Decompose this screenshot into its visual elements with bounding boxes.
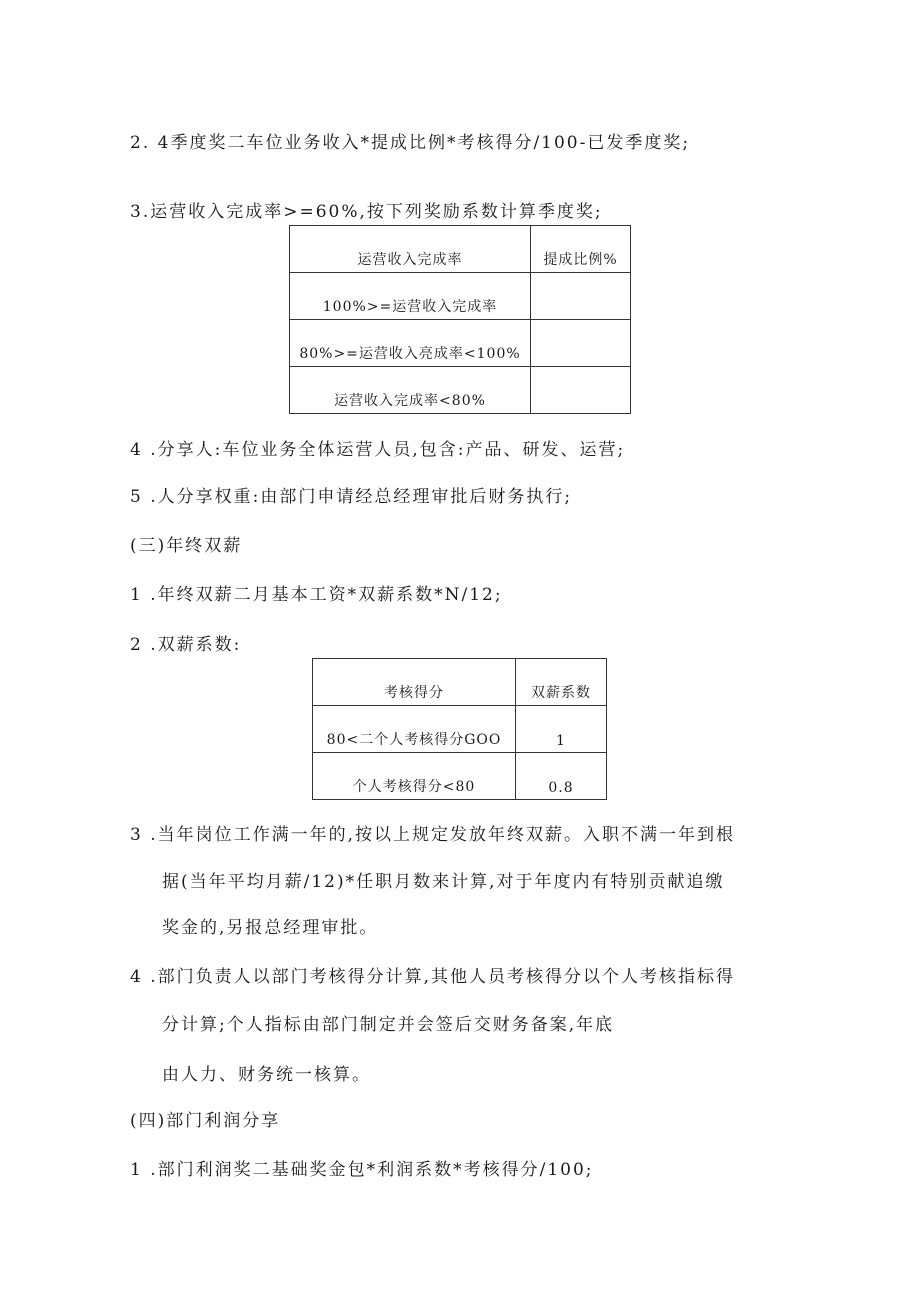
table-header-cell: 提成比例% [531,226,631,273]
section-heading: (三)年终双薪 [130,536,243,556]
text-line: 分计算;个人指标由部门制定并会签后交财务备案,年底 [162,1015,615,1035]
table-cell: 0.8 [516,753,607,800]
table-cell: 80%>=运营收入亮成率<100% [290,320,531,367]
text-line: 2. 4季度奖二车位业务收入*提成比例*考核得分/100-已发季度奖; [130,133,691,153]
table-cell: 80<二个人考核得分GOO [313,706,516,753]
text-line: 据(当年平均月薪/12)*任职月数来计算,对于年度内有特别贡献追缴 [162,872,725,892]
table-cell [531,273,631,320]
table-cell: 100%>=运营收入完成率 [290,273,531,320]
double-salary-table [312,658,607,800]
table-cell: 个人考核得分<80 [313,753,516,800]
text-line: 奖金的,另报总经理审批。 [162,918,379,938]
section-heading: (四)部门利润分享 [130,1111,281,1131]
text-line: 1 .部门利润奖二基础奖金包*利润系数*考核得分/100; [130,1160,594,1180]
text-line: 1 .年终双薪二月基本工资*双薪系数*N/12; [130,585,503,605]
table-header-cell: 考核得分 [313,659,516,706]
completion-rate-table [289,225,631,414]
table-cell: 1 [516,706,607,753]
text-line: 3 .当年岗位工作满一年的,按以上规定发放年终双薪。入职不满一年到根 [130,825,736,845]
table-cell: 运营收入完成率<80% [290,367,531,414]
text-line: 4 .分享人:车位业务全体运营人员,包含:产品、研发、运营; [130,440,626,460]
text-line: 3.运营收入完成率>=60%,按下列奖励系数计算季度奖; [130,202,603,222]
text-line: 5 .人分享权重:由部门申请经总经理审批后财务执行; [130,487,573,507]
text-line: 4 .部门负责人以部门考核得分计算,其他人员考核得分以个人考核指标得 [130,967,736,987]
table-cell [531,320,631,367]
text-line: 2 .双薪系数: [130,635,242,655]
table-cell [531,367,631,414]
table-header-cell: 运营收入完成率 [290,226,531,273]
table-header-cell: 双薪系数 [516,659,607,706]
text-line: 由人力、财务统一核算。 [162,1065,371,1085]
